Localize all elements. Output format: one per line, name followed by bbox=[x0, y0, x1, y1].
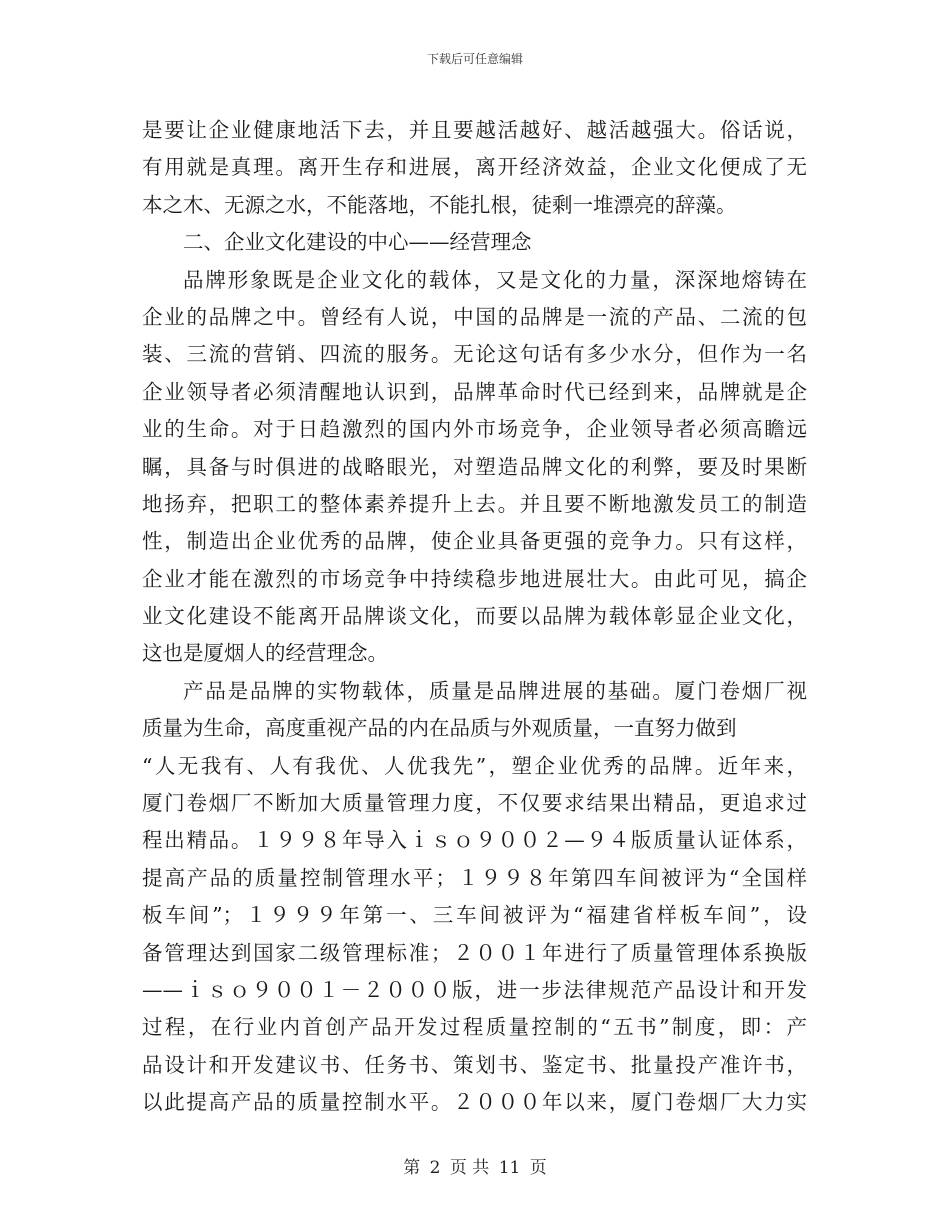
footer-middle: 页 共 bbox=[449, 1158, 490, 1178]
page-footer bbox=[0, 1153, 950, 1178]
text-line: 地扬弃，把职工的整体素养提升上去。并且要不断地激发员工的制造 bbox=[142, 491, 807, 516]
text-line: 产品是品牌的实物载体，质量是品牌进展的基础。厦门卷烟厂视 bbox=[183, 678, 807, 703]
text-line: “人无我有、人有我优、人优我先”，塑企业优秀的品牌。近年来， bbox=[142, 753, 807, 778]
text-line: 程出精品。１９９８年导入ｉｓｏ９００２—９４版质量认证体系， bbox=[142, 828, 807, 853]
text-line: 以此提高产品的质量控制水平。２０００年以来，厦门卷烟厂大力实 bbox=[142, 1090, 807, 1115]
page-header: 下载后可任意编辑 bbox=[426, 52, 523, 66]
text-line: 企业领导者必须清醒地认识到，品牌革命时代已经到来，品牌就是企 bbox=[142, 379, 807, 404]
text-line: 有用就是真理。离开生存和进展，离开经济效益，企业文化便成了无 bbox=[142, 155, 807, 180]
page-number: 2 bbox=[429, 1158, 441, 1178]
footer-suffix: 页 bbox=[529, 1158, 547, 1178]
text-line: 这也是厦烟人的经营理念。 bbox=[142, 641, 388, 666]
text-line: 品设计和开发建议书、任务书、策划书、鉴定书、批量投产准许书， bbox=[142, 1052, 807, 1077]
text-line: 厦门卷烟厂不断加大质量管理力度，不仅要求结果出精品，更追求过 bbox=[142, 791, 807, 816]
text-line: 企业的品牌之中。曾经有人说，中国的品牌是一流的产品、二流的包 bbox=[142, 304, 807, 329]
section-heading: 二、企业文化建设的中心——经营理念 bbox=[183, 230, 532, 255]
text-line: 瞩，具备与时俱进的战略眼光，对塑造品牌文化的利弊，要及时果断 bbox=[142, 454, 807, 479]
text-line: 备管理达到国家二级管理标准；２００１年进行了质量管理体系换版 bbox=[142, 940, 807, 965]
footer-prefix: 第 bbox=[403, 1158, 421, 1178]
text-line: 业文化建设不能离开品牌谈文化，而要以品牌为载体彰显企业文化， bbox=[142, 604, 807, 629]
total-pages: 11 bbox=[498, 1158, 521, 1178]
text-line: ——ｉｓｏ９００１－２０００版，进一步法律规范产品设计和开发 bbox=[142, 977, 807, 1002]
text-line: 企业才能在激烈的市场竞争中持续稳步地进展壮大。由此可见，搞企 bbox=[142, 566, 807, 591]
text-line: 过程，在行业内首创产品开发过程质量控制的“五书”制度，即：产 bbox=[142, 1015, 807, 1040]
text-line: 装、三流的营销、四流的服务。无论这句话有多少水分，但作为一名 bbox=[142, 342, 807, 367]
text-line: 板车间”；１９９９年第一、三车间被评为“福建省样板车间”，设 bbox=[142, 903, 807, 928]
text-line: 品牌形象既是企业文化的载体，又是文化的力量，深深地熔铸在 bbox=[183, 267, 807, 292]
text-line: 是要让企业健康地活下去，并且要越活越好、越活越强大。俗话说， bbox=[142, 118, 807, 142]
text-line: 性，制造出企业优秀的品牌，使企业具备更强的竞争力。只有这样， bbox=[142, 529, 807, 554]
document-body bbox=[142, 112, 807, 1122]
text-line: 质量为生命，高度重视产品的内在品质与外观质量，一直努力做到 bbox=[142, 716, 737, 741]
text-line: 业的生命。对于日趋激烈的国内外市场竞争，企业领导者必须高瞻远 bbox=[142, 417, 807, 442]
text-line: 提高产品的质量控制管理水平；１９９８年第四车间被评为“全国样 bbox=[142, 865, 807, 890]
text-line: 本之木、无源之水，不能落地，不能扎根，徒剩一堆漂亮的辞藻。 bbox=[142, 192, 737, 217]
